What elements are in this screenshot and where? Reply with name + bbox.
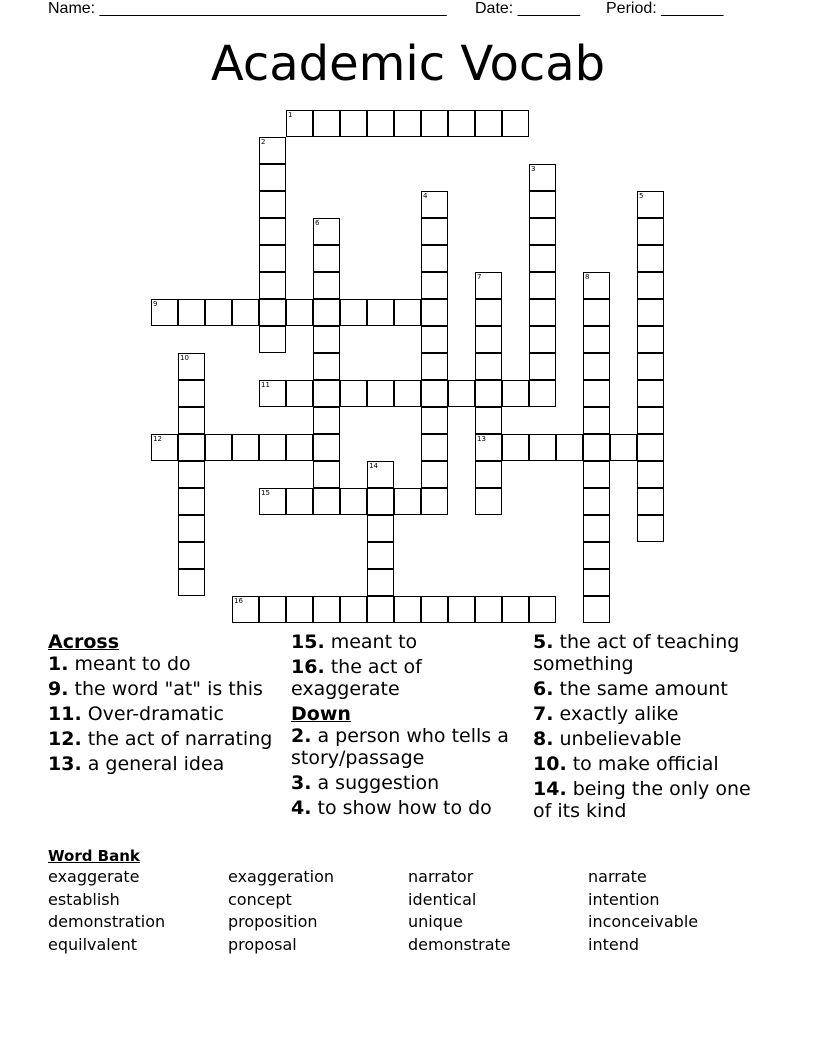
grid-cell[interactable]	[394, 299, 421, 326]
grid-cell[interactable]	[259, 488, 286, 515]
date-blank[interactable]: Date: _______	[475, 0, 580, 17]
word-bank-entry: narrator	[408, 867, 474, 886]
grid-cell[interactable]	[178, 488, 205, 515]
grid-cell[interactable]	[448, 380, 475, 407]
grid-cell[interactable]	[367, 299, 394, 326]
clue-number: 10	[180, 354, 189, 362]
grid-cell[interactable]	[313, 407, 340, 434]
clue-down-8: 8. unbelievable	[533, 728, 682, 750]
grid-cell[interactable]	[340, 110, 367, 137]
grid-cell[interactable]	[259, 596, 286, 623]
word-bank-entry: demonstration	[48, 912, 166, 931]
clue-number: 5	[639, 192, 644, 200]
clue-down-7: 7. exactly alike	[533, 703, 679, 725]
grid-cell[interactable]	[259, 380, 286, 407]
grid-cell[interactable]	[448, 110, 475, 137]
clue-down-10: 10. to make official	[533, 753, 719, 775]
grid-cell[interactable]	[475, 272, 502, 299]
grid-cell[interactable]	[583, 353, 610, 380]
grid-cell[interactable]	[475, 461, 502, 488]
grid-cell[interactable]	[340, 299, 367, 326]
grid-cell[interactable]	[313, 326, 340, 353]
grid-cell[interactable]	[529, 164, 556, 191]
clue-number: 12	[153, 435, 162, 443]
grid-cell[interactable]	[529, 218, 556, 245]
clue-number: 16	[234, 597, 243, 605]
grid-cell[interactable]	[232, 434, 259, 461]
grid-cell[interactable]	[529, 353, 556, 380]
word-bank-entry: intend	[588, 934, 639, 954]
grid-cell[interactable]	[178, 353, 205, 380]
grid-cell[interactable]	[205, 434, 232, 461]
grid-cell[interactable]	[475, 353, 502, 380]
grid-cell[interactable]	[421, 191, 448, 218]
grid-cell[interactable]	[313, 299, 340, 326]
clue-across-13: 13. a general idea	[48, 753, 225, 775]
grid-cell[interactable]	[313, 272, 340, 299]
grid-cell[interactable]	[529, 191, 556, 218]
grid-cell[interactable]	[313, 434, 340, 461]
grid-cell[interactable]	[637, 353, 664, 380]
clue-number: 14	[369, 462, 378, 470]
grid-cell[interactable]	[259, 434, 286, 461]
grid-cell[interactable]	[529, 434, 556, 461]
grid-cell[interactable]	[556, 434, 583, 461]
period-blank[interactable]: Period: _______	[606, 0, 724, 17]
grid-cell[interactable]	[421, 272, 448, 299]
grid-cell[interactable]	[502, 380, 529, 407]
word-bank-entry: exaggeration	[228, 867, 335, 886]
word-bank-entry: establish	[48, 889, 120, 909]
grid-cell[interactable]	[610, 434, 637, 461]
word-bank-entry: narrate	[588, 867, 647, 886]
word-bank-entry: demonstrate	[408, 934, 511, 954]
grid-cell[interactable]	[313, 245, 340, 272]
grid-cell[interactable]	[421, 299, 448, 326]
grid-cell[interactable]	[529, 596, 556, 623]
grid-cell[interactable]	[583, 461, 610, 488]
word-bank-entry: unique	[408, 912, 463, 931]
grid-cell[interactable]	[502, 434, 529, 461]
clue-across-1: 1. meant to do	[48, 653, 191, 675]
grid-cell[interactable]	[475, 110, 502, 137]
word-bank-entry: identical	[408, 889, 477, 909]
grid-cell[interactable]	[583, 434, 610, 461]
grid-cell[interactable]	[583, 407, 610, 434]
grid-cell[interactable]	[367, 596, 394, 623]
down-header: Down	[291, 703, 351, 725]
grid-cell[interactable]	[475, 596, 502, 623]
puzzle-title: Academic Vocab	[210, 36, 606, 92]
grid-cell[interactable]	[421, 353, 448, 380]
grid-cell[interactable]	[502, 110, 529, 137]
grid-cell[interactable]	[475, 434, 502, 461]
grid-cell[interactable]	[178, 461, 205, 488]
grid-cell[interactable]	[259, 191, 286, 218]
grid-cell[interactable]	[529, 272, 556, 299]
grid-cell[interactable]	[394, 596, 421, 623]
grid-cell[interactable]	[367, 110, 394, 137]
grid-cell[interactable]	[313, 596, 340, 623]
clue-column-2	[291, 631, 523, 822]
grid-cell[interactable]	[637, 515, 664, 542]
word-bank-list	[48, 866, 788, 958]
grid-cell[interactable]	[286, 488, 313, 515]
grid-cell[interactable]	[286, 434, 313, 461]
grid-cell[interactable]	[313, 110, 340, 137]
grid-cell[interactable]	[637, 218, 664, 245]
grid-cell[interactable]	[178, 407, 205, 434]
grid-cell[interactable]	[367, 542, 394, 569]
clue-number: 1	[288, 111, 293, 119]
grid-cell[interactable]	[421, 407, 448, 434]
clue-across-11: 11. Over-dramatic	[48, 703, 224, 725]
grid-cell[interactable]	[475, 407, 502, 434]
grid-cell[interactable]	[367, 380, 394, 407]
grid-cell[interactable]	[151, 299, 178, 326]
clue-number: 9	[153, 300, 158, 308]
grid-cell[interactable]	[475, 488, 502, 515]
word-bank-entry: exaggerate	[48, 867, 140, 886]
clue-number: 7	[477, 273, 482, 281]
grid-cell[interactable]	[394, 488, 421, 515]
clue-number: 3	[531, 165, 536, 173]
grid-cell[interactable]	[232, 596, 259, 623]
grid-cell[interactable]	[367, 569, 394, 596]
grid-cell[interactable]	[421, 461, 448, 488]
word-bank-entry: proposition	[228, 912, 318, 931]
grid-cell[interactable]	[178, 569, 205, 596]
grid-cell[interactable]	[637, 434, 664, 461]
grid-cell[interactable]	[286, 299, 313, 326]
word-bank-entry: equilvalent	[48, 934, 138, 954]
clue-across-9: 9. the word "at" is this	[48, 678, 263, 700]
grid-cell[interactable]	[637, 326, 664, 353]
grid-cell[interactable]	[637, 488, 664, 515]
grid-cell[interactable]	[583, 596, 610, 623]
grid-cell[interactable]	[529, 326, 556, 353]
grid-cell[interactable]	[394, 380, 421, 407]
grid-cell[interactable]	[448, 596, 475, 623]
grid-cell[interactable]	[178, 542, 205, 569]
grid-cell[interactable]	[637, 245, 664, 272]
grid-cell[interactable]	[583, 515, 610, 542]
grid-cell[interactable]	[637, 380, 664, 407]
grid-cell[interactable]	[286, 110, 313, 137]
grid-cell[interactable]	[178, 434, 205, 461]
grid-cell[interactable]	[367, 515, 394, 542]
name-blank[interactable]: Name: _______________________________________	[48, 0, 447, 17]
grid-cell[interactable]	[637, 407, 664, 434]
grid-cell[interactable]	[259, 299, 286, 326]
grid-cell[interactable]	[475, 380, 502, 407]
grid-cell[interactable]	[313, 461, 340, 488]
grid-cell[interactable]	[421, 218, 448, 245]
word-bank-entry: intention	[588, 889, 660, 909]
grid-cell[interactable]	[421, 434, 448, 461]
clue-across-12: 12. the act of narrating	[48, 728, 273, 750]
grid-cell[interactable]	[421, 245, 448, 272]
clue-down-4: 4. to show how to do	[291, 797, 492, 819]
grid-cell[interactable]	[313, 380, 340, 407]
word-bank	[48, 846, 788, 958]
grid-cell[interactable]	[259, 245, 286, 272]
grid-cell[interactable]	[151, 434, 178, 461]
grid-cell[interactable]	[637, 299, 664, 326]
clue-down-6: 6. the same amount	[533, 678, 728, 700]
grid-cell[interactable]	[178, 515, 205, 542]
clue-number: 6	[315, 219, 320, 227]
grid-cell[interactable]	[475, 299, 502, 326]
grid-cell[interactable]	[340, 596, 367, 623]
grid-cell[interactable]	[583, 542, 610, 569]
grid-cell[interactable]	[286, 380, 313, 407]
grid-cell[interactable]	[502, 596, 529, 623]
word-bank-entry: inconceivable	[588, 912, 699, 931]
clue-number: 8	[585, 273, 590, 281]
grid-cell[interactable]	[259, 218, 286, 245]
grid-cell[interactable]	[583, 272, 610, 299]
grid-cell[interactable]	[259, 272, 286, 299]
clue-across-16: 16. the act of exaggerate	[291, 656, 422, 700]
grid-cell[interactable]	[367, 461, 394, 488]
grid-cell[interactable]	[259, 137, 286, 164]
grid-cell[interactable]	[259, 326, 286, 353]
grid-cell[interactable]	[340, 488, 367, 515]
word-bank-title: Word Bank	[48, 847, 140, 865]
grid-cell[interactable]	[178, 299, 205, 326]
grid-cell[interactable]	[313, 218, 340, 245]
grid-cell[interactable]	[286, 596, 313, 623]
grid-cell[interactable]	[313, 488, 340, 515]
clue-across-15: 15. meant to	[291, 631, 418, 653]
grid-cell[interactable]	[529, 299, 556, 326]
grid-cell[interactable]	[529, 380, 556, 407]
grid-cell[interactable]	[529, 245, 556, 272]
clue-number: 2	[261, 138, 266, 146]
clue-number: 15	[261, 489, 270, 497]
across-header: Across	[48, 631, 120, 653]
clue-number: 13	[477, 435, 486, 443]
clue-down-5: 5. the act of teaching something	[533, 631, 740, 675]
word-bank-entry: proposal	[228, 934, 297, 954]
clue-column-1	[48, 631, 278, 778]
clue-number: 11	[261, 381, 270, 389]
grid-cell[interactable]	[313, 353, 340, 380]
grid-cell[interactable]	[259, 164, 286, 191]
clue-down-2: 2. a person who tells a story/passage	[291, 725, 509, 769]
grid-cell[interactable]	[583, 326, 610, 353]
grid-cell[interactable]	[205, 299, 232, 326]
grid-cell[interactable]	[421, 488, 448, 515]
grid-cell[interactable]	[583, 569, 610, 596]
grid-cell[interactable]	[583, 380, 610, 407]
clue-column-3	[533, 631, 773, 825]
grid-cell[interactable]	[583, 488, 610, 515]
clue-down-3: 3. a suggestion	[291, 772, 440, 794]
grid-cell[interactable]	[394, 110, 421, 137]
word-bank-entry: concept	[228, 889, 292, 909]
grid-cell[interactable]	[421, 110, 448, 137]
grid-cell[interactable]	[637, 272, 664, 299]
grid-cell[interactable]	[421, 380, 448, 407]
clue-down-14: 14. being the only one of its kind	[533, 778, 751, 822]
grid-cell[interactable]	[421, 596, 448, 623]
clue-number: 4	[423, 192, 428, 200]
grid-cell[interactable]	[340, 380, 367, 407]
grid-cell[interactable]	[367, 488, 394, 515]
grid-cell[interactable]	[475, 326, 502, 353]
grid-cell[interactable]	[421, 326, 448, 353]
grid-cell[interactable]	[637, 461, 664, 488]
grid-cell[interactable]	[583, 299, 610, 326]
grid-cell[interactable]	[637, 191, 664, 218]
grid-cell[interactable]	[178, 380, 205, 407]
grid-cell[interactable]	[232, 299, 259, 326]
